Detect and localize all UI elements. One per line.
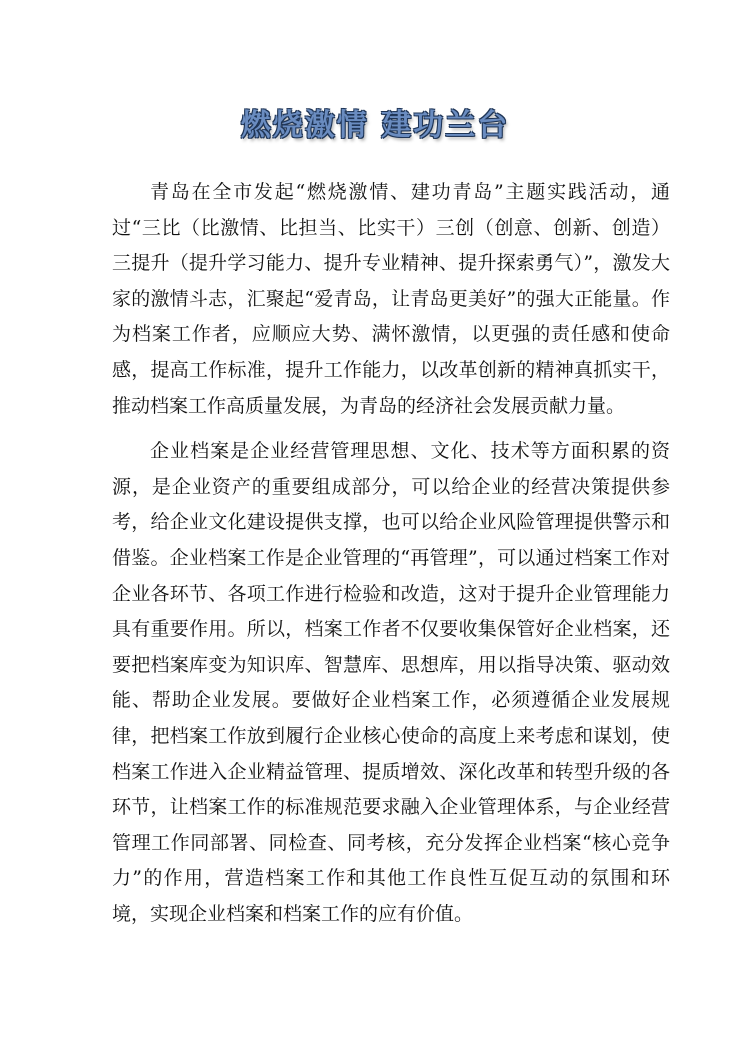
paragraph: 青岛在全市发起“燃烧激情、建功青岛”主题实践活动，通过“三比（比激情、比担当、比实干）三创（创意、创新、创造）三提升（提升学习能力、提升专业精神、提升探索勇气）”，激发大家的激情斗志，汇聚起“爱青岛，让青岛更美好”的强大正能量。作为档案工作者，应顺应大势、满怀激情，以更强的责任感和使命感，提高工作标准，提升工作能力，以改革创新的精神真抓实干，推动档案工作高质量发展，为青岛的经济社会发展贡献力量。 — [112, 181, 670, 417]
paragraph: 企业档案是企业经营管理思想、文化、技术等方面积累的资源，是企业资产的重要组成部分，可以给企业的经营决策提供参考，给企业文化建设提供支撑，也可以给企业风险管理提供警示和借鉴。企业档案工作是企业管理的“再管理”，可以通过档案工作对企业各环节、各项工作进行检验和改造，这对于提升企业管理能力具有重要作用。所以，档案工作者不仅要收集保管好企业档案，还要把档案库变为知识库、智慧库、思想库，用以指导决策、驱动效能、帮助企业发展。要做好企业档案工作，必须遵循企业发展规律，把档案工作放到履行企业核心使命的高度上来考虑和谋划，使档案工作进入企业精益管理、提质增效、深化改革和转型升级的各环节，让档案工作的标准规范要求融入企业管理体系，与企业经营管理工作同部署、同检查、同考核，充分发挥企业档案“核心竞争力”的作用，营造档案工作和其他工作良性互促互动的氛围和环境，实现企业档案和档案工作的应有价值。 — [112, 440, 670, 925]
document-title: 燃烧激情 建功兰台 — [240, 108, 510, 143]
document-body — [112, 175, 670, 932]
